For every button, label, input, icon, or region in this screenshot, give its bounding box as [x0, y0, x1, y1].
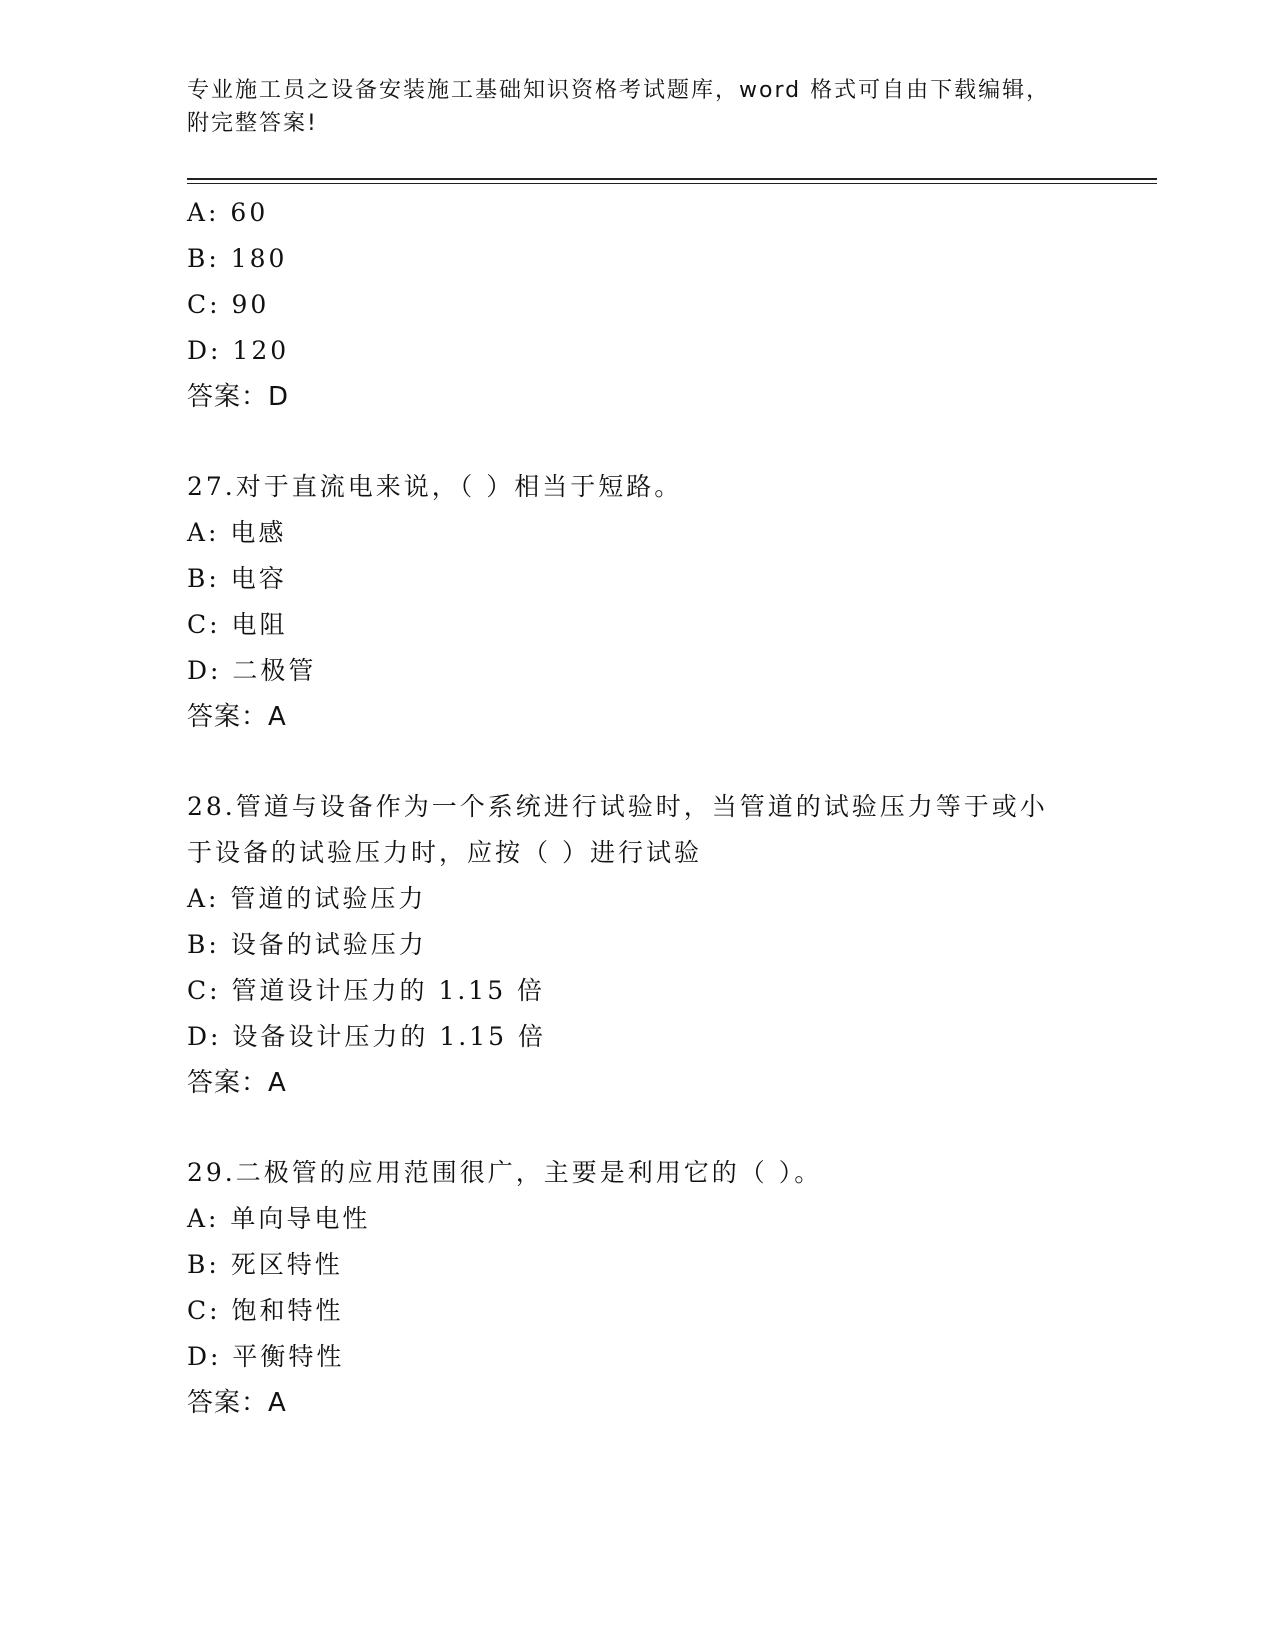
question-26	[187, 190, 1157, 420]
option-a: A: 60	[187, 198, 269, 227]
option-c: C: 电阻	[187, 610, 288, 639]
question-27	[187, 464, 1157, 740]
option-b: B: 电容	[187, 564, 287, 593]
question-stem: 27.对于直流电来说，（ ）相当于短路。	[187, 472, 683, 501]
option-d: D: 设备设计压力的 1.15 倍	[187, 1022, 546, 1051]
answer-line: 答案：A	[187, 702, 287, 732]
spacer	[187, 740, 1157, 784]
option-d: D: 二极管	[187, 656, 317, 685]
option-c: C: 90	[187, 290, 270, 319]
spacer	[187, 1106, 1157, 1150]
answer-line: 答案：A	[187, 1388, 287, 1418]
answer-line: 答案：D	[187, 382, 290, 412]
option-a: A: 单向导电性	[187, 1204, 371, 1233]
option-d: D: 平衡特性	[187, 1342, 345, 1371]
question-list	[187, 190, 1157, 1426]
option-c: C: 饱和特性	[187, 1296, 344, 1325]
question-stem-line-2: 于设备的试验压力时，应按（ ）进行试验	[187, 838, 702, 867]
document-header	[187, 74, 1087, 140]
question-stem: 29.二极管的应用范围很广，主要是利用它的（ ）。	[187, 1158, 823, 1187]
header-line-2: 附完整答案!	[187, 111, 318, 136]
option-c: C: 管道设计压力的 1.15 倍	[187, 976, 546, 1005]
header-divider-thick	[187, 178, 1157, 180]
answer-line: 答案：A	[187, 1068, 287, 1098]
option-d: D: 120	[187, 336, 290, 365]
header-line-1: 专业施工员之设备安装施工基础知识资格考试题库，word 格式可自由下载编辑，	[187, 78, 1051, 103]
option-b: B: 180	[187, 244, 288, 273]
question-28	[187, 784, 1157, 1106]
question-29	[187, 1150, 1157, 1426]
spacer	[187, 420, 1157, 464]
option-a: A: 电感	[187, 518, 287, 547]
question-stem-line-1: 28.管道与设备作为一个系统进行试验时，当管道的试验压力等于或小	[187, 792, 1048, 821]
option-b: B: 死区特性	[187, 1250, 343, 1279]
option-b: B: 设备的试验压力	[187, 930, 427, 959]
header-divider-thin	[187, 183, 1157, 184]
option-a: A: 管道的试验压力	[187, 884, 427, 913]
